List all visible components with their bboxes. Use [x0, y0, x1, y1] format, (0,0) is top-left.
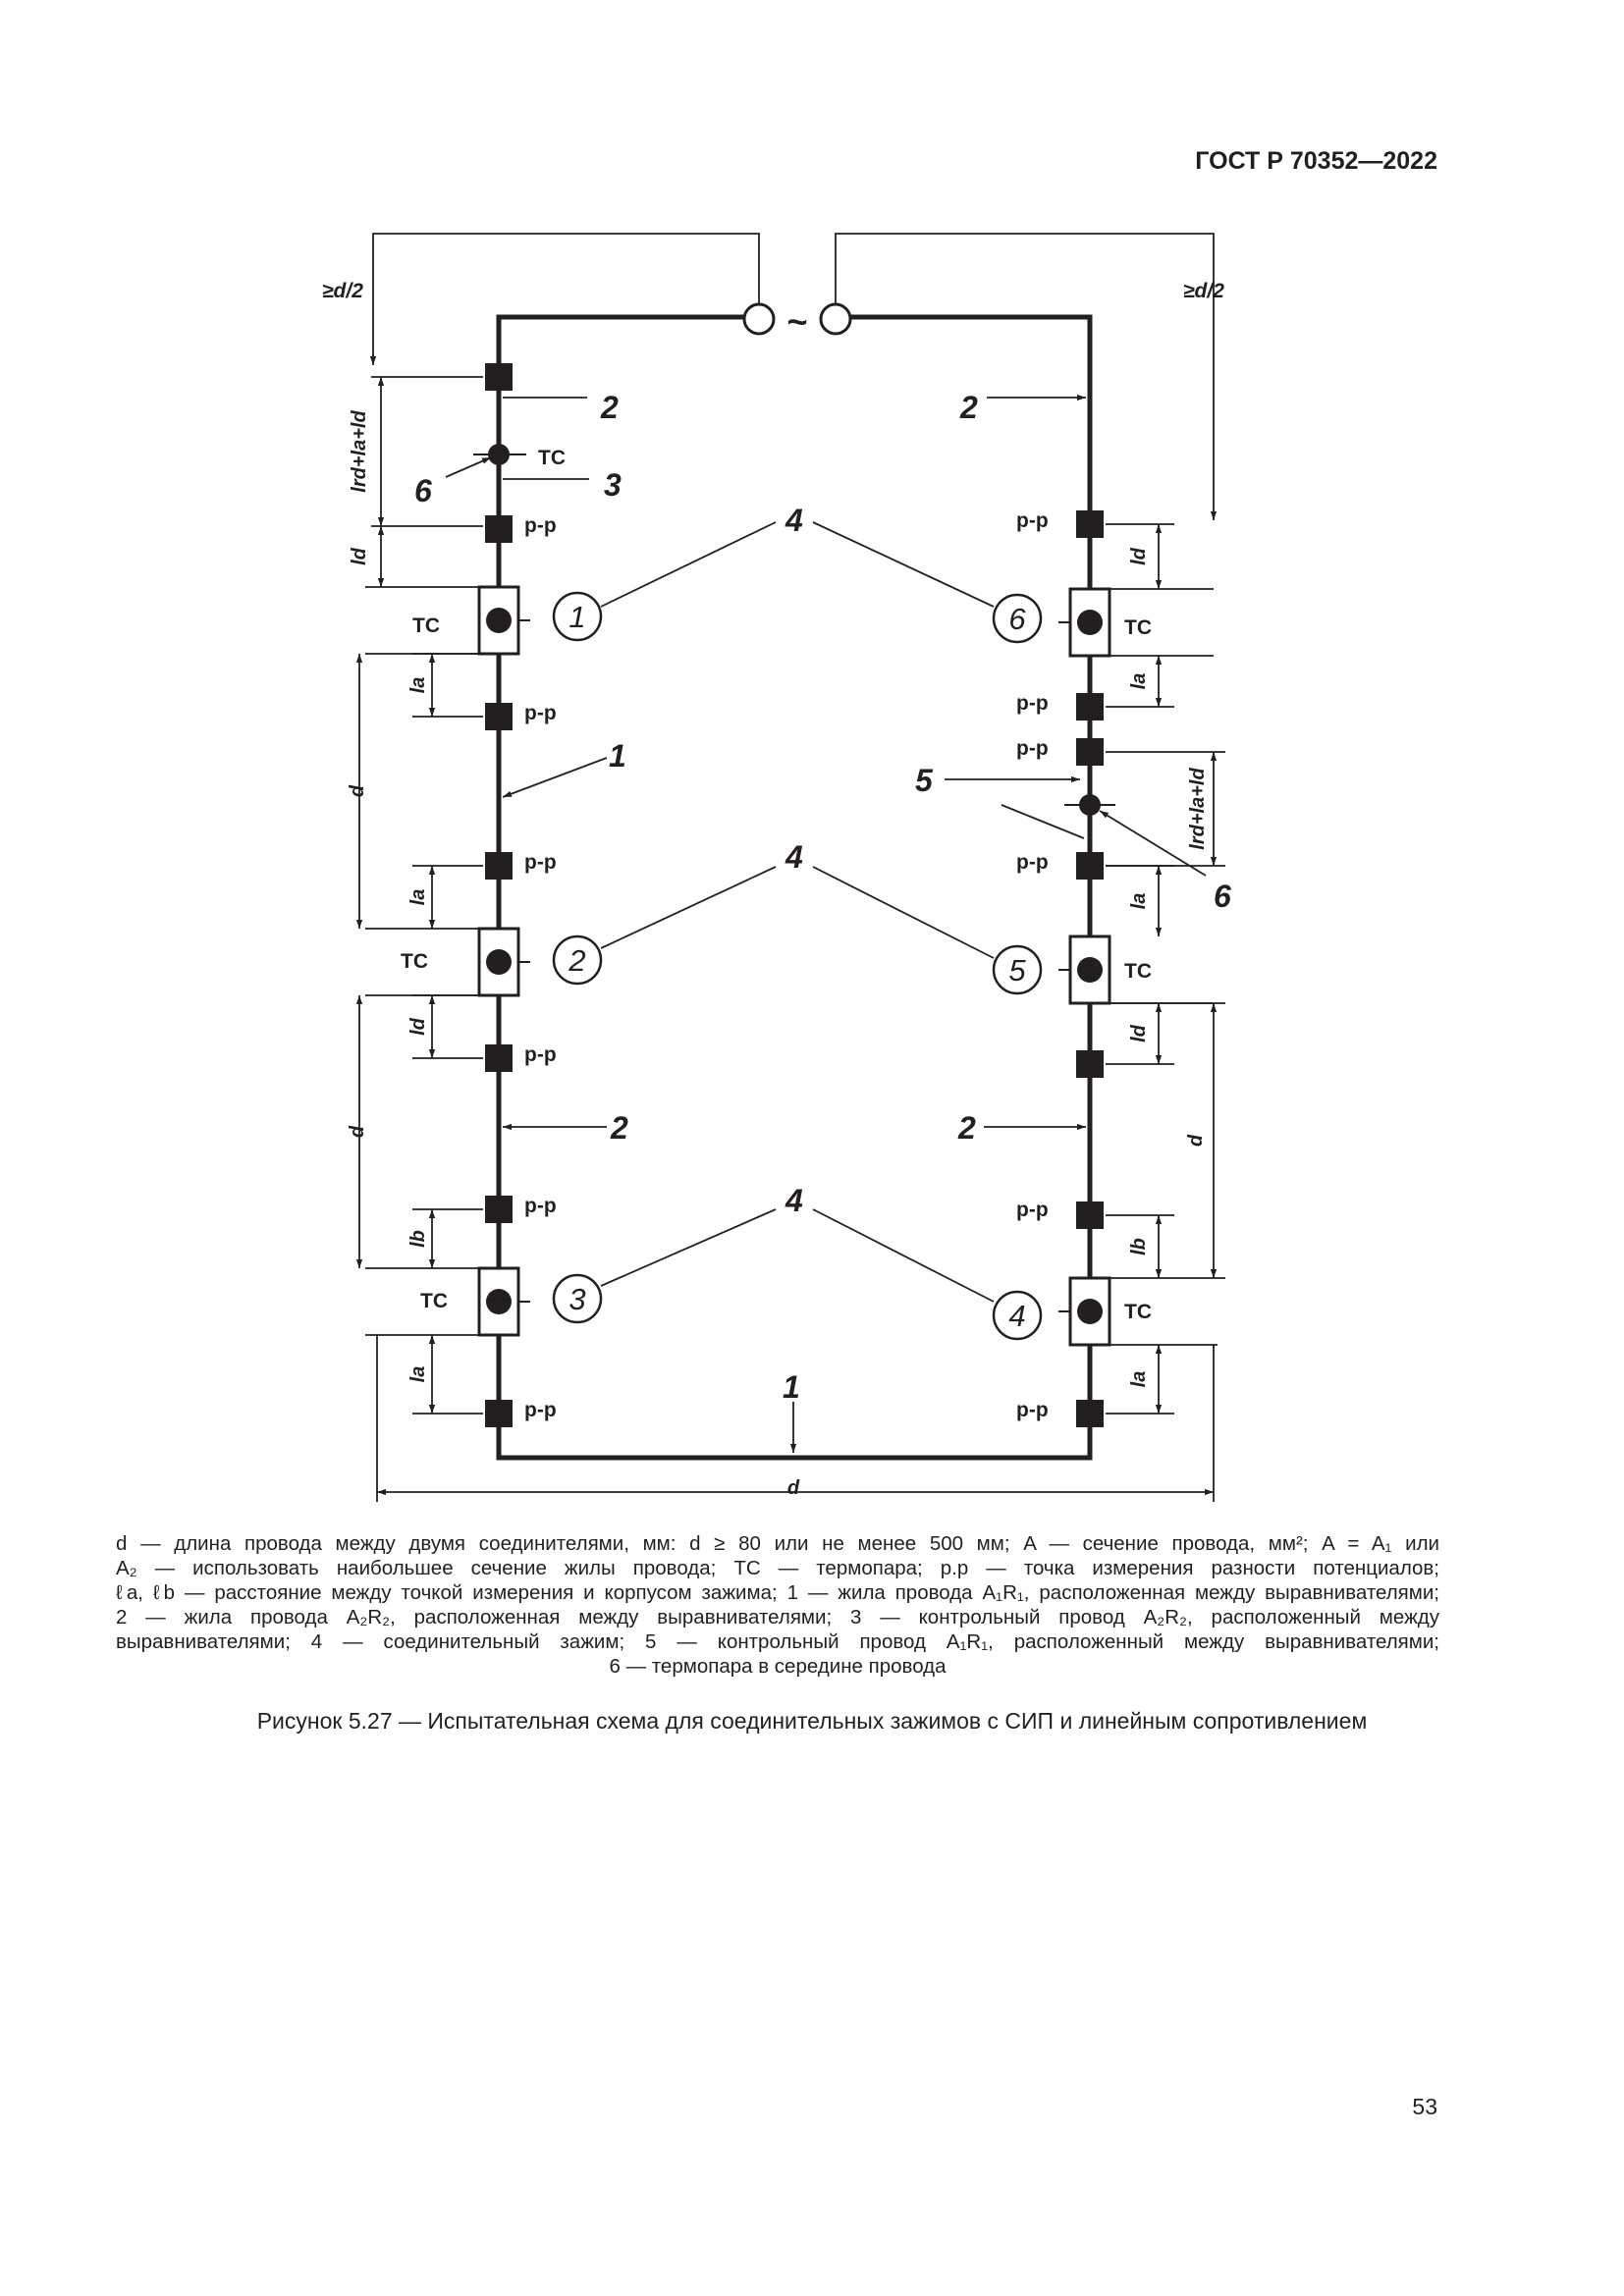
pp-label: p-p	[1016, 692, 1049, 715]
measure-point	[485, 1400, 513, 1427]
pp-label: p-p	[1016, 737, 1049, 760]
document-header: ГОСТ Р 70352—2022	[1195, 147, 1437, 175]
dim-la: la	[407, 1365, 429, 1383]
clamp-number: 3	[568, 1282, 586, 1316]
callout-2: 2	[960, 390, 978, 425]
clamp-box	[365, 587, 530, 654]
ac-symbol: ~	[786, 301, 808, 342]
legend-line: ℓa, ℓb — расстояние между точкой измерения и корпусом зажима; 1 — жила провода A₁R₁, расположенная между выравнивателями;	[116, 1581, 1439, 1604]
tc-label: ТС	[1124, 616, 1152, 639]
dim-d: d	[1185, 1134, 1207, 1148]
dim-d-bottom: d	[786, 1477, 800, 1499]
callout-6: 6	[414, 473, 432, 508]
dim-d: d	[347, 784, 368, 798]
measure-point	[485, 852, 513, 880]
measure-point	[485, 1044, 513, 1072]
half-d-left-label: ≥d/2	[322, 280, 363, 302]
measure-point	[1076, 510, 1104, 538]
pp-label: p-p	[524, 1195, 557, 1217]
clamp-number: 2	[568, 943, 586, 978]
figure-caption: Рисунок 5.27 — Испытательная схема для соединительных зажимов с СИП и линейным сопротивлением	[256, 1708, 1368, 1734]
half-d-right-label: ≥d/2	[1183, 280, 1224, 302]
measure-point	[1076, 738, 1104, 766]
dim-lrd-la-ld: lrd+la+ld	[1187, 768, 1209, 850]
callout-2: 2	[611, 1110, 628, 1146]
clamp-number: 1	[568, 600, 586, 634]
page-number: 53	[1412, 2094, 1437, 2119]
legend-line: d — длина провода между двумя соединителями, мм: d ≥ 80 или не менее 500 мм; A — сечение провода, мм²; A = A₁ или	[116, 1532, 1439, 1555]
callout-1: 1	[609, 738, 626, 774]
callout-1: 1	[783, 1369, 800, 1405]
clamp-numbers	[554, 593, 1041, 1339]
callout-4: 4	[785, 1183, 803, 1218]
tc-label: ТС	[401, 950, 428, 973]
callout-4: 4	[785, 839, 803, 875]
clamp-box	[365, 1268, 530, 1335]
figure-legend	[116, 1531, 1439, 1679]
dim-ld: ld	[1128, 1025, 1150, 1042]
dim-ld: ld	[407, 1018, 429, 1036]
clamp-number: 6	[1008, 602, 1026, 636]
clamp-box	[1058, 589, 1214, 656]
pp-label: p-p	[1016, 1399, 1049, 1421]
legend-line: 2 — жила провода A₂R₂, расположенная между выравнивателями; 3 — контрольный провод A₂R₂, расположенный между	[116, 1606, 1439, 1629]
dim-ld: ld	[349, 548, 370, 565]
pp-label: p-p	[524, 1399, 557, 1421]
dim-la: la	[1128, 1370, 1150, 1388]
dim-lrd-la-ld: lrd+la+ld	[349, 410, 370, 493]
tc-label: ТС	[420, 1290, 448, 1312]
tc-label: ТС	[538, 447, 566, 469]
measure-point	[1076, 1400, 1104, 1427]
callout-5: 5	[915, 763, 933, 798]
clamp-box	[365, 929, 530, 995]
measure-point	[485, 363, 513, 391]
pp-label: p-p	[524, 702, 557, 724]
clamp-box	[1058, 936, 1214, 1003]
dim-lb: lb	[1128, 1238, 1150, 1255]
pp-label: p-p	[524, 1043, 557, 1066]
callout-6: 6	[1214, 879, 1231, 914]
thermocouple-dot	[488, 444, 510, 465]
tc-label: ТС	[1124, 960, 1152, 983]
dim-d: d	[347, 1125, 368, 1139]
pp-label: p-p	[524, 514, 557, 537]
measure-point	[1076, 1050, 1104, 1078]
dim-la: la	[407, 888, 429, 906]
legend-line: 6 — термопара в середине провода	[609, 1655, 947, 1678]
pp-label: p-p	[1016, 509, 1049, 532]
callout-3: 3	[604, 467, 622, 503]
thermocouple-dot	[1079, 794, 1101, 816]
legend-line: A₂ — использовать наибольшее сечение жилы провода; ТС — термопара; р.р — точка измерения разности потенциалов;	[116, 1557, 1439, 1579]
dim-la: la	[407, 676, 429, 694]
pp-label: p-p	[524, 851, 557, 874]
clamp-number: 5	[1008, 953, 1026, 988]
terminal-left	[744, 304, 774, 334]
dim-ld: ld	[1128, 548, 1150, 565]
measure-point	[485, 703, 513, 730]
dim-la: la	[1128, 672, 1150, 690]
dim-lb: lb	[407, 1230, 429, 1248]
clamp-box	[1058, 1278, 1218, 1345]
dim-la: la	[1128, 892, 1150, 910]
terminal-right	[821, 304, 850, 334]
measure-point	[1076, 852, 1104, 880]
pp-label: p-p	[1016, 1199, 1049, 1221]
measure-point	[485, 515, 513, 543]
callout-2: 2	[958, 1110, 976, 1146]
measure-point	[1076, 1201, 1104, 1229]
clamp-number: 4	[1008, 1299, 1026, 1333]
pp-label: p-p	[1016, 851, 1049, 874]
tc-label: ТС	[412, 614, 440, 637]
callout-2: 2	[601, 390, 619, 425]
measure-point	[1076, 693, 1104, 721]
measure-point	[485, 1196, 513, 1223]
callout-4: 4	[785, 503, 803, 538]
legend-line: выравнивателями; 4 — соединительный зажим; 5 — контрольный провод A₁R₁, расположенный между выравнивателями;	[116, 1630, 1439, 1653]
tc-label: ТС	[1124, 1301, 1152, 1323]
